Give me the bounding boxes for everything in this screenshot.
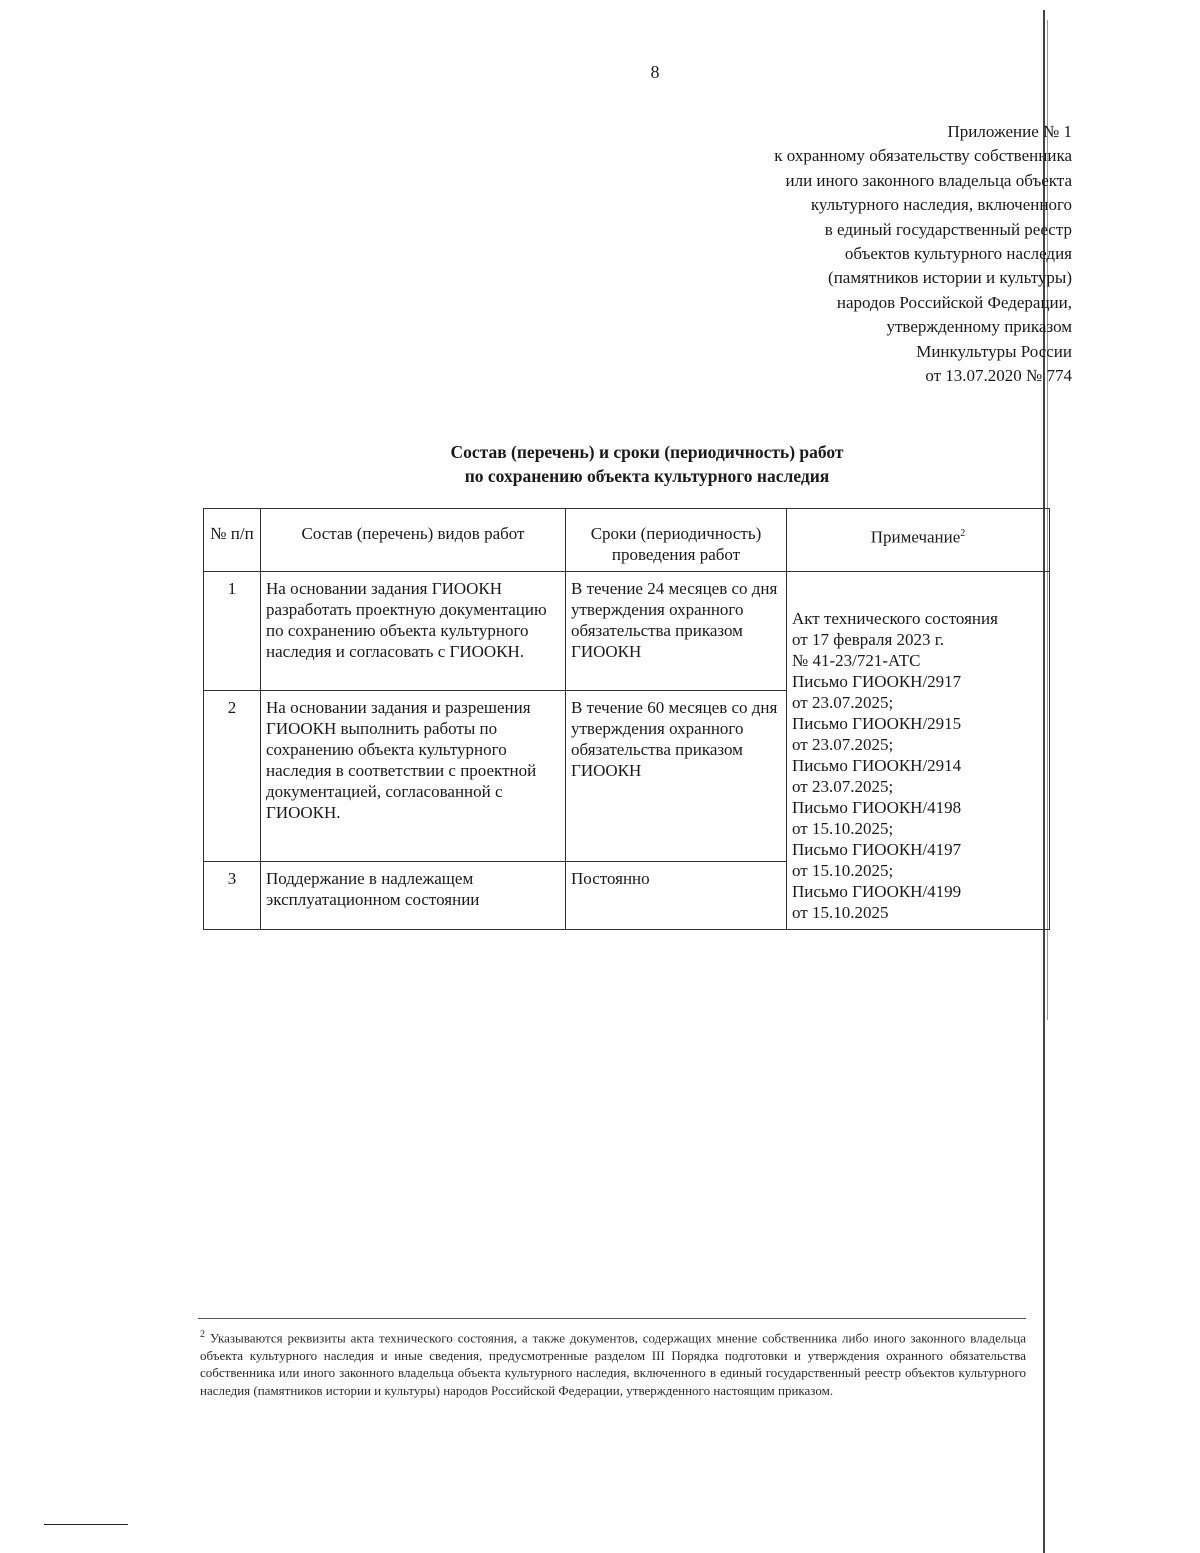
row-work: Поддержание в надлежащем эксплуатационном состоянии: [261, 862, 566, 930]
scan-corner-mark: [44, 1524, 128, 1525]
note-line: от 15.10.2025;: [792, 861, 894, 880]
note-line: Письмо ГИООКН/4197: [792, 840, 962, 859]
header-term: Сроки (периодичность) проведения работ: [566, 509, 787, 572]
row-note: [787, 572, 1050, 930]
footnote: [200, 1326, 1026, 1399]
page-number: 8: [650, 62, 660, 82]
row-term: В течение 60 месяцев со дня утверждения охранного обязательства приказом ГИООКН: [566, 691, 787, 862]
note-line: Акт технического состояния: [792, 609, 998, 628]
appendix-line: или иного законного владельца объекта: [785, 170, 1072, 190]
title-line-1: Состав (перечень) и сроки (периодичность) работ: [450, 442, 844, 462]
footnote-divider: [198, 1318, 1026, 1319]
row-term: Постоянно: [566, 862, 787, 930]
appendix-line: в единый государственный реестр: [824, 219, 1072, 239]
appendix-line: культурного наследия, включенного: [810, 195, 1072, 215]
footnote-marker: 2: [200, 1329, 205, 1340]
appendix-line: Приложение № 1: [947, 122, 1072, 141]
table-row: [204, 572, 1050, 691]
header-note: [787, 509, 1050, 572]
appendix-line: к охранному обязательству собственника: [774, 146, 1072, 166]
appendix-line: Минкультуры России: [916, 341, 1072, 361]
row-term: В течение 24 месяцев со дня утверждения охранного обязательства приказом ГИООКН: [566, 572, 787, 691]
row-num: 1: [204, 572, 261, 691]
row-work: На основании задания ГИООКН разработать проектную документацию по сохранению объекта культурного наследия и согласовать с ГИООКН.: [261, 572, 566, 691]
title-line-2: по сохранению объекта культурного наследия: [464, 466, 830, 486]
appendix-line: утвержденному приказом: [886, 317, 1072, 337]
row-num: 2: [204, 691, 261, 862]
header-note-label: Примечание: [870, 527, 961, 547]
row-num: 3: [204, 862, 261, 930]
footnote-text: Указываются реквизиты акта технического состояния, а также документов, содержащих мнение собственника либо иного законного владельца объекта культурного наследия и иные сведения, предусмотренные разделом III Порядка подготовки и утверждения охранного обязательства собственника или иного законного владельца объекта культурного наследия, включенного в единый государственный реестр объектов культурного наследия (памятников истории и культуры) народов Российской Федерации, утвержденного настоящим приказом.: [200, 1330, 1026, 1398]
note-line: от 23.07.2025;: [792, 777, 894, 796]
table-header-row: [204, 509, 1050, 572]
row-work: На основании задания и разрешения ГИООКН выполнить работы по сохранению объекта культурного наследия в соответствии с проектной документацией, согласованной с ГИООКН.: [261, 691, 566, 862]
header-work: Состав (перечень) видов работ: [261, 509, 566, 572]
appendix-line: объектов культурного наследия: [844, 244, 1072, 264]
footnote-ref: 2: [960, 528, 966, 539]
appendix-header: [774, 120, 1072, 388]
appendix-line: (памятников истории и культуры): [828, 268, 1072, 288]
note-line: Письмо ГИООКН/4199: [792, 882, 962, 901]
header-num: № п/п: [204, 509, 261, 572]
note-line: Письмо ГИООКН/2915: [792, 714, 962, 733]
note-line: от 23.07.2025;: [792, 693, 894, 712]
note-line: от 15.10.2025;: [792, 819, 894, 838]
note-line: от 23.07.2025;: [792, 735, 894, 754]
note-line: № 41-23/721-АТС: [792, 651, 921, 670]
note-line: от 17 февраля 2023 г.: [792, 630, 945, 649]
note-line: от 15.10.2025: [792, 903, 889, 922]
works-table: [203, 508, 1050, 930]
document-title: [0, 440, 1200, 488]
note-line: Письмо ГИООКН/4198: [792, 798, 962, 817]
appendix-line: от 13.07.2020 № 774: [925, 366, 1072, 386]
appendix-line: народов Российской Федерации,: [836, 292, 1072, 312]
note-line: Письмо ГИООКН/2914: [792, 756, 962, 775]
note-line: Письмо ГИООКН/2917: [792, 672, 962, 691]
